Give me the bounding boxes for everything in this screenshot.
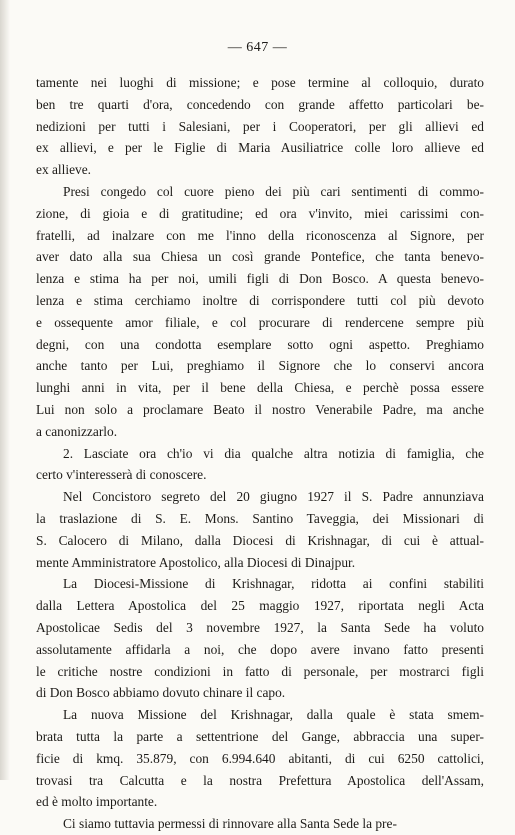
paragraph	[36, 72, 484, 181]
text-line: tamente nei luoghi di missione; e pose termine al colloquio, durato	[36, 75, 484, 90]
text-line: fratelli, ad inalzare con me l'inno della riconoscenza al Signore, per	[36, 227, 484, 243]
text-line: Apostolicae Sedis del 3 novembre 1927, la Santa Sede ha voluto	[36, 619, 484, 635]
text-line: la traslazione di S. E. Mons. Santino Taveggia, dei Missionari di	[36, 510, 484, 526]
text-line: dalla Lettera Apostolica del 25 maggio 1927, riportata negli Acta	[36, 598, 484, 614]
text-line: lenza e stima cerchiamo inoltre di corrispondere tutti col più devoto	[36, 292, 484, 308]
paragraph	[36, 704, 484, 813]
text-line: Lui non solo a proclamare Beato il nostro Venerabile Padre, ma anche	[36, 401, 484, 417]
text-line: degni, con una condotta esemplare sotto ogni aspetto. Preghiamo	[36, 336, 484, 352]
body-text	[36, 72, 484, 835]
text-line: ed è molto importante.	[36, 794, 158, 810]
text-line: La Diocesi-Missione di Krishnagar, ridotta ai confini stabiliti	[63, 576, 484, 592]
text-line: Ci siamo tuttavia permessi di rinnovare alla Santa Sede la pre-	[63, 816, 397, 832]
text-line: le critiche nostre condizioni in fatto di personale, per mostrarci figli	[36, 663, 484, 679]
text-line: S. Calocero di Milano, dalla Diocesi di Krishnagar, di cui è attual-	[36, 532, 484, 548]
text-line: lunghi anni in vita, per il bene della Chiesa, e perchè possa essere	[36, 380, 484, 396]
text-line: di Don Bosco abbiamo dovuto chinare il capo.	[36, 685, 286, 701]
text-line: Presi congedo col cuore pieno dei più cari sentimenti di commo-	[63, 183, 484, 199]
paragraph	[36, 181, 484, 443]
text-line: ficie di kmq. 35.879, con 6.994.640 abitanti, di cui 6250 cattolici,	[36, 750, 484, 766]
text-line: anche tanto per Lui, preghiamo il Signore che lo conservi ancora	[36, 358, 484, 374]
text-line: mente Amministratore Apostolico, alla Diocesi di Dinajpur.	[36, 554, 356, 570]
text-line: ben tre quarti d'ora, concedendo con grande affetto particolari be-	[36, 96, 484, 112]
text-line: aver dato alla sua Chiesa un così grande Pontefice, che tanta benevo-	[36, 249, 484, 265]
text-line: Nel Concistoro segreto del 20 giugno 1927 il S. Padre annunziava	[63, 489, 484, 505]
text-line: e ossequente amor filiale, e col procurare di rendercene sempre più	[36, 314, 484, 330]
text-line: certo v'interesserà di conoscere.	[36, 467, 207, 483]
text-line: zione, di gioia e di gratitudine; ed ora v'invito, miei carissimi con-	[36, 205, 484, 221]
paragraph	[36, 486, 484, 573]
page-number-header: — 647 —	[227, 40, 288, 55]
text-line: nedizioni per tutti i Salesiani, per i Cooperatori, per gli allievi ed	[36, 118, 484, 134]
text-line: trovasi tra Calcutta e la nostra Prefettura Apostolica dell'Assam,	[36, 772, 484, 788]
text-line: La nuova Missione del Krishnagar, dalla quale è stata smem-	[63, 707, 484, 723]
page-binding-shadow	[0, 0, 10, 780]
text-line: 2. Lasciate ora ch'io vi dia qualche altra notizia di famiglia, che	[63, 445, 484, 461]
text-line: assolutamente affidarla a noi, che dopo avere invano fatto presenti	[36, 641, 484, 657]
paragraph	[36, 573, 484, 704]
text-line: a canonizzarlo.	[36, 423, 118, 439]
text-line: brata tutta la parte a settentrione del Gange, abbraccia una super-	[36, 728, 484, 744]
text-line: ex allievi, e per le Figlie di Maria Ausiliatrice colle loro allieve ed	[36, 140, 484, 156]
text-line: lenza e stima ha per noi, umili figli di Don Bosco. A questa benevo-	[36, 271, 484, 287]
paragraph	[36, 813, 484, 835]
paragraph	[36, 443, 484, 487]
text-line: ex allieve.	[36, 162, 92, 178]
